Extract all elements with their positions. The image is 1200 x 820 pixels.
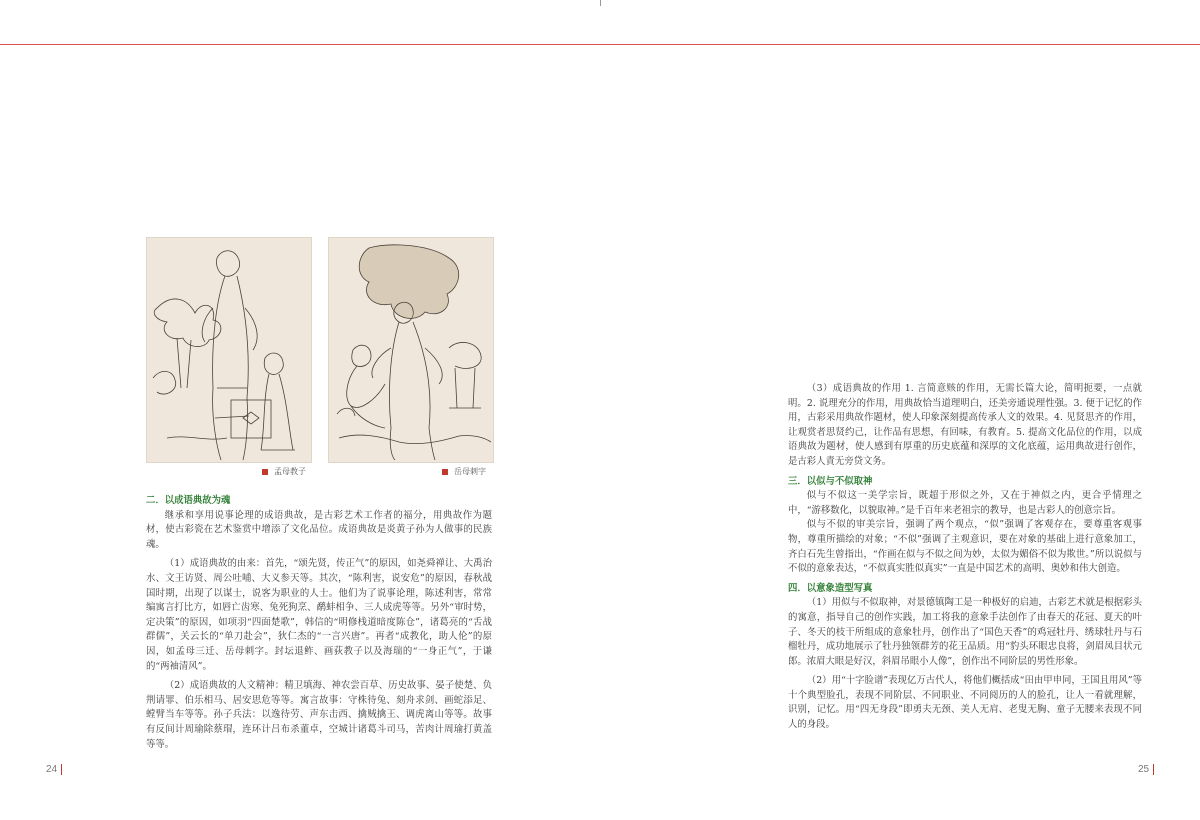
section-heading: 三．以似与不似取神 [788, 475, 873, 487]
section-heading: 四．以意象造型写真 [788, 582, 873, 594]
paragraph: （1）成语典故的由来：首先，“颂先贤，传正气”的原因，如尧舜禅让、大禹治水、文王访贤、周公吐哺、大义参天等。其次，“陈利害，说安危”的原因，春秋战国时期，出现了以谋士，说客为职业的人士。他们为了说事论理，陈述利害，常常编寓言打比方，如唇亡齿寒、兔死狗烹、鹬蚌相争、三人成虎等等。另外“审时势，定决策”的原因，如项羽“四面楚歌”，韩信的“明修栈道暗度陈仓”，诸葛亮的“舌战群儒”，关云长的“单刀赴会”，狄仁杰的“一言兴唐”。再者“成教化，助人伦”的原因，如孟母三迁、岳母刺字。封坛退鲊、画荻教子以及海瑞的“一身正气”，于谦的“两袖清风”。 [146, 558, 492, 672]
illustration-mencius-mother [146, 237, 312, 463]
caption-bullet [442, 469, 448, 475]
ink-drawing-figures [329, 238, 493, 462]
caption-bullet [262, 469, 268, 475]
right-text-column [788, 382, 1142, 733]
image-caption [262, 466, 306, 477]
caption-text: 岳母刺字 [454, 467, 486, 476]
paragraph: （1）用似与不似取神，对景德镇陶工是一种极好的启迪，古彩艺术就是根据彩头的寓意，指导自己的创作实践，加工将我的意象手法创作了由春天的花冠、夏天的叶子、冬天的枝干所组成的意象牡丹，创作出了“国色天香”的鸡冠牡丹、绣球牡丹与石榴牡丹，成功地展示了牡丹独领群芳的花王品质。用“豹头环眼忠良将，剑眉凤目状元郎。浓眉大眼是好汉，斜眉吊眼小人像”，创作出不同阶层的男性形象。 [788, 597, 1142, 667]
page-number: 24 [46, 764, 62, 775]
paragraph: （2）用“十字脸谱”表现亿万古代人，将他们概括成“田由甲申同，王国且用风”等十个典型脸孔，表现不同阶层、不同职业、不同阅历的人的脸孔，让人一看就理解，识别，记忆。用“四无身段”即勇夫无颈、美人无肩、老叟无胸、童子无腰来表现不同人的身段。 [788, 675, 1142, 731]
paragraph: 似与不似的审美宗旨，强调了两个观点，“似”强调了客观存在，要尊重客观事物，尊重所描绘的对象；“不似”强调了主观意识，要在对象的基础上进行意象加工，齐白石先生曾指出，“作画在似与不似之间为妙，太似为媚俗不似为欺世。”所以说似与不似的意象表达，“不似真实胜似真实”一直是中国艺术的高明、奥妙和伟大创造。 [788, 519, 1142, 575]
section-heading: 二．以成语典故为魂 [146, 495, 231, 506]
paragraph: （2）成语典故的人文精神：精卫填海、神农尝百草、历史故事、晏子使楚、负荆请罪、伯乐相马、居安思危等等。寓言故事：守株待兔、刻舟求剑、画蛇添足、螳臂当车等等。孙子兵法：以逸待劳、声东击西、擒贼擒王、调虎离山等等。故事有反间计周瑜除蔡瑁，连环计吕布杀董卓，空城计诸葛斗司马，苦肉计周瑜打黄盖等等。 [146, 680, 492, 750]
paragraph: 继承和享用说事论理的成语典故，是古彩艺术工作者的福分，用典故作为题材，使古彩瓷在艺术鉴赏中增添了文化品位。成语典故是炎黄子孙为人做事的民族魂。 [146, 509, 492, 550]
page-number: 25 [1138, 764, 1154, 775]
image-caption [442, 466, 486, 477]
illustration-yue-mother [328, 237, 494, 463]
left-text-column [146, 494, 492, 752]
paragraph: 似与不似这一美学宗旨，既超于形似之外，又在于神似之内，更合乎情理之中，“游移数化，以貌取神。”是千百年来老祖宗的教导，也是古彩人的创意宗旨。 [788, 490, 1142, 516]
paragraph: （3）成语典故的作用 1. 言简意赅的作用，无需长篇大论，简明扼要，一点就明。2. 说理充分的作用，用典故恰当道理明白，还美旁通说理性强。3. 便于记忆的作用，古彩采用典故作题材，使人印象深刻提高传承人文的效果。4. 见贤思齐的作用，让观赏者思贤约己，让作品有思想，有回味，有教育。5. 提高文化品位的作用，以成语典故为题材，使人感到有厚重的历史底蕴和深厚的文化底蕴，运用典故进行创作，是古彩人責无旁贷文务。 [788, 383, 1142, 467]
ink-drawing-figures [147, 238, 311, 462]
caption-text: 孟母教子 [274, 467, 306, 476]
